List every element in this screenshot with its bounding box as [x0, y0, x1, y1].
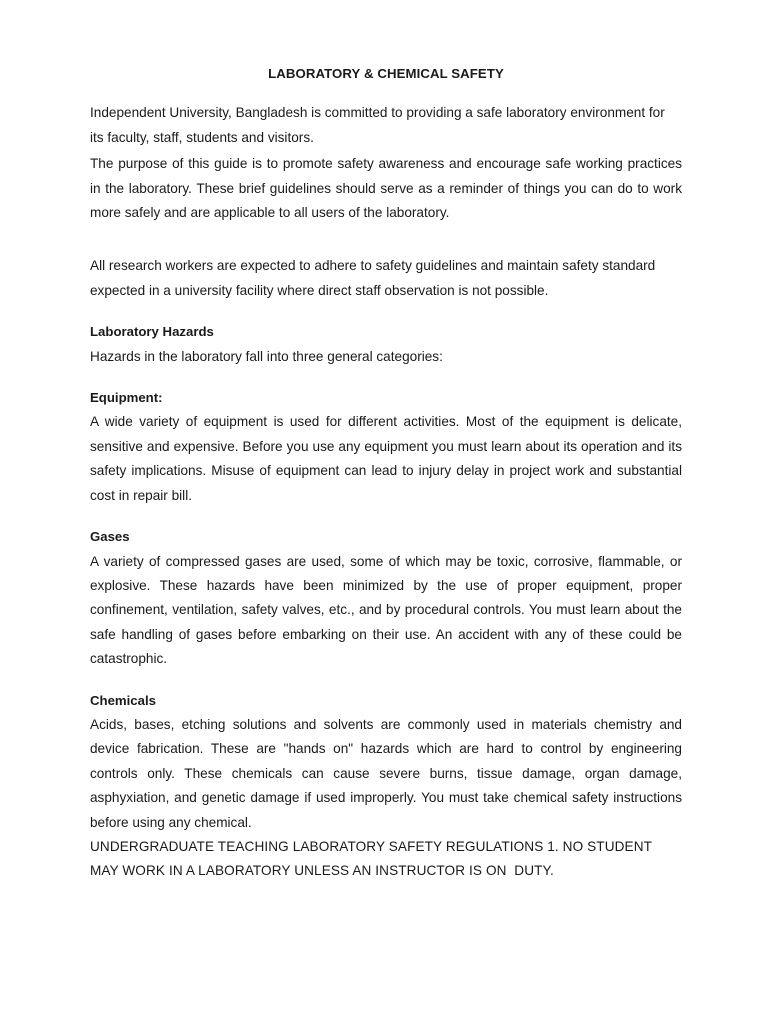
gases-text: A variety of compressed gases are used, some of which may be toxic, corrosive, flammable, or explosive. These hazards have been minimized by the use of proper equipment, proper confinement, ventilation, safety valves, etc., and by procedural controls. You must learn about the safe handling of gases before embarking on their use. An accident with any of these could be catastrophic.	[90, 553, 682, 667]
intro-paragraph-2: The purpose of this guide is to promote safety awareness and encourage safe working practices in the laboratory. These brief guidelines should serve as a reminder of things you can do to work more safely and are applicable to all users of the laboratory.	[90, 156, 682, 221]
intro-paragraph-1: Independent University, Bangladesh is committed to providing a safe laboratory environment for its faculty, staff, students and visitors.	[90, 105, 665, 145]
gases-heading: Gases	[90, 529, 130, 545]
equipment-heading: Equipment:	[90, 390, 163, 406]
document-title: LABORATORY & CHEMICAL SAFETY	[268, 66, 504, 81]
hazards-heading: Laboratory Hazards	[90, 324, 214, 340]
document-page	[90, 62, 682, 884]
chemicals-text: Acids, bases, etching solutions and solvents are commonly used in materials chemistry and device fabrication. These are "hands on" hazards which are hard to control by engineering controls only. These chemicals can cause severe burns, tissue damage, organ damage, asphyxiation, and genetic damage if used improperly. You must take chemical safety instructions before using any chemical.	[90, 716, 682, 830]
regulations-line-1: UNDERGRADUATE TEACHING LABORATORY SAFETY REGULATIONS 1. NO STUDENT	[90, 838, 653, 854]
hazards-text: Hazards in the laboratory fall into three general categories:	[90, 348, 443, 364]
regulations-line-2: MAY WORK IN A LABORATORY UNLESS AN INSTRUCTOR IS ON DUTY.	[90, 863, 554, 879]
intro-paragraph-3: All research workers are expected to adhere to safety guidelines and maintain safety standard expected in a university facility where direct staff observation is not possible.	[90, 258, 656, 298]
chemicals-heading: Chemicals	[90, 692, 156, 708]
equipment-text: A wide variety of equipment is used for different activities. Most of the equipment is delicate, sensitive and expensive. Before you use any equipment you must learn about its operation and its safety implications. Misuse of equipment can lead to injury delay in project work and substantial cost in repair bill.	[90, 414, 682, 503]
